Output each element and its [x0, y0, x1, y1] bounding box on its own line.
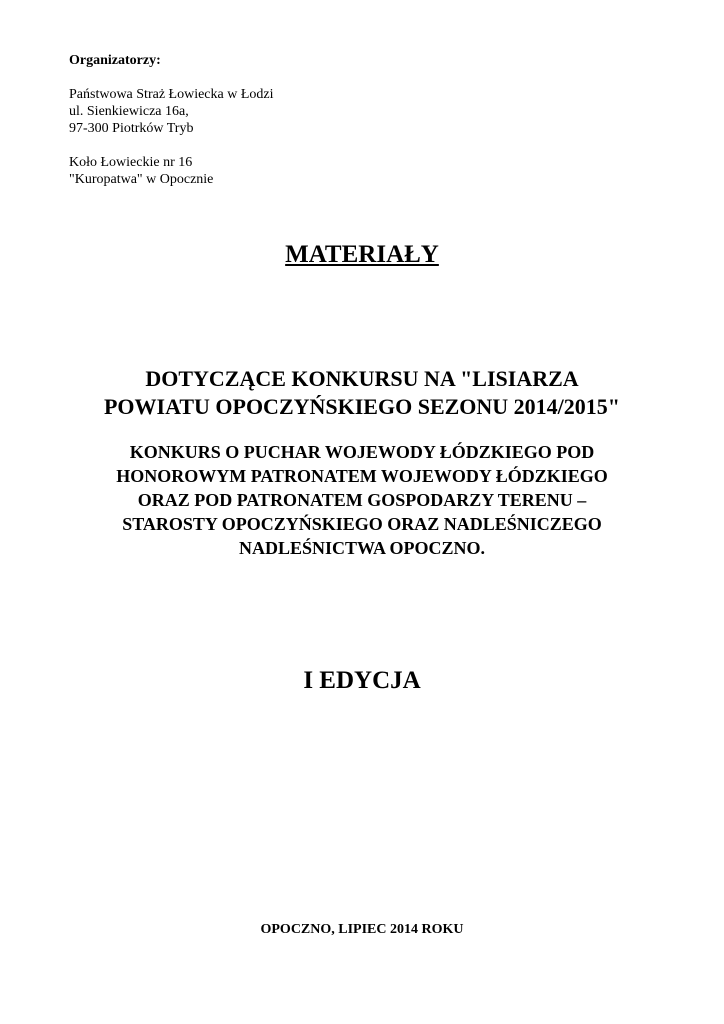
organizers-heading: Organizatorzy: — [69, 53, 161, 68]
spacer — [69, 69, 274, 86]
contest-line-1: KONKURS O PUCHAR WOJEWODY ŁÓDZKIEGO POD — [129, 442, 595, 462]
place-date-footer: OPOCZNO, LIPIEC 2014 ROKU — [260, 922, 464, 937]
contest-description — [0, 440, 724, 560]
document-subtitle — [0, 365, 724, 421]
organizer-1-city: 97-300 Piotrków Tryb — [69, 121, 194, 136]
contest-line-2: HONOROWYM PATRONATEM WOJEWODY ŁÓDZKIEGO — [116, 466, 608, 486]
spacer — [69, 137, 274, 154]
organizer-1 — [69, 86, 274, 137]
contest-line-4: STAROSTY OPOCZYŃSKIEGO ORAZ NADLEŚNICZEGO — [122, 514, 602, 534]
subtitle-line-2: POWIATU OPOCZYŃSKIEGO SEZONU 2014/2015" — [103, 394, 621, 419]
organizer-1-name: Państwowa Straż Łowiecka w Łodzi — [69, 87, 274, 102]
edition-label: I EDYCJA — [303, 667, 421, 694]
organizer-2 — [69, 154, 274, 188]
document-title: MATERIAŁY — [285, 241, 439, 268]
subtitle-line-1: DOTYCZĄCE KONKURSU NA "LISIARZA — [145, 366, 579, 391]
organizer-1-street: ul. Sienkiewicza 16a, — [69, 104, 189, 119]
contest-line-3: ORAZ POD PATRONATEM GOSPODARZY TERENU – — [137, 490, 587, 510]
organizer-2-name: Koło Łowieckie nr 16 — [69, 155, 193, 170]
organizer-2-location: "Kuropatwa" w Opocznie — [69, 172, 214, 187]
contest-line-5: NADLEŚNICTWA OPOCZNO. — [238, 538, 486, 558]
organizers-section — [69, 52, 274, 188]
